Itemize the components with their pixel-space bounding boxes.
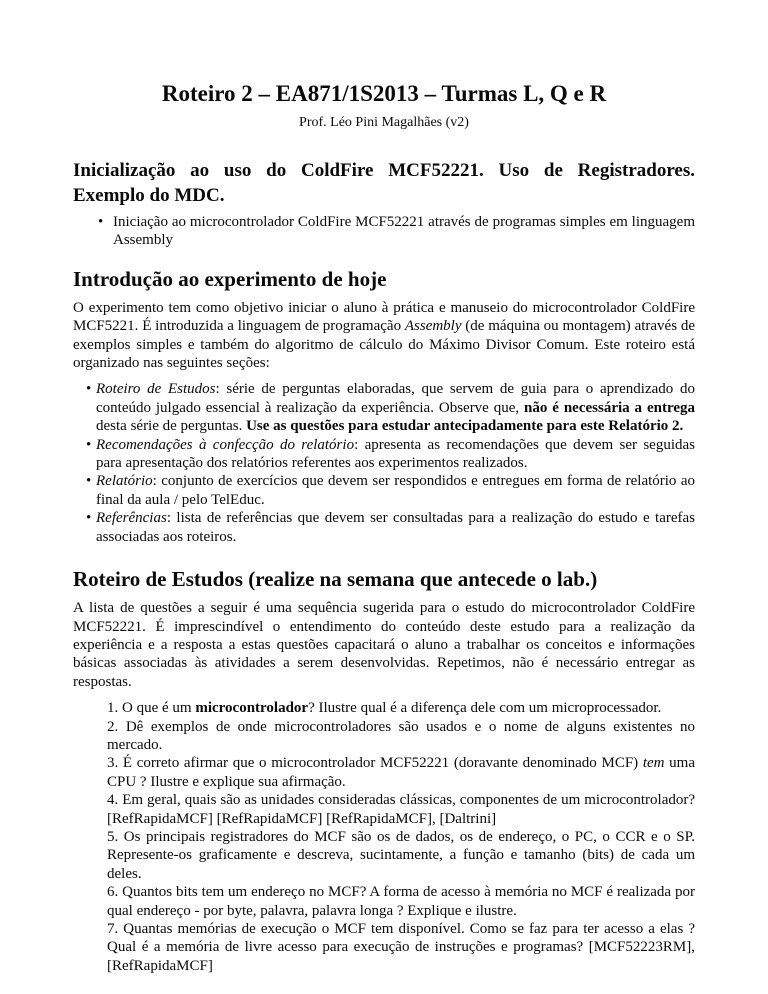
heading-line: Exemplo do MDC. (73, 185, 225, 206)
list-item-lead-italic: Recomendações à confecção do relatório (96, 436, 355, 453)
section-heading-roteiro-estudos: Roteiro de Estudos (realize na semana que antecede o lab.) (73, 567, 598, 592)
list-item-text: : lista de referências que devem ser consultadas para a realização do estudo e tarefas associadas aos roteiros. (96, 510, 695, 545)
question-item-6: 6. Quantos bits tem um endereço no MCF? A forma de acesso à memória no MCF é realizada por qual endereço - por byte, palavra, palavra longa ? Explique e ilustre. (107, 884, 695, 919)
roteiro-paragraph: A lista de questões a seguir é uma sequência sugerida para o estudo do microcontrolador ColdFire MCF52221. É imprescindível o entendimento do conteúdo deste estudo para a realização da experiência e a resposta a estas questões capacitará o aluno a trabalhar os conceitos e informações básicas associadas às atividades a serem desenvolvidas. Repetimos, não é necessário entregar as respostas. (73, 600, 695, 690)
question-text: 1. O que é um (107, 700, 196, 717)
question-text: ? Ilustre qual é a diferença dele com um microprocessador. (308, 700, 662, 717)
paragraph-text-italic: Assembly (404, 318, 462, 335)
list-item-text-bold: não é necessária a entrega (524, 399, 695, 416)
list-item-roteiro-de-estudos (73, 380, 695, 435)
introducao-paragraph (73, 299, 695, 373)
question-item-5: 5. Os principais registradores do MCF são os de dados, os de endereço, o PC, o CCR e o SP. Represente-os graficamente e descreva, sucintamente, a função e tamanho (bits) de cada um deles. (107, 828, 695, 882)
question-text-bold: microcontrolador (195, 700, 309, 717)
list-item-recomendacoes (73, 436, 695, 473)
question-item-3 (107, 754, 695, 791)
paragraph-text: (de máquina ou montagem) através de exemplos simples e também do algoritmo de cálculo do Máximo Divisor Comum. Este roteiro está organizado nas seguintes seções: (73, 318, 695, 372)
question-item-2: 2. Dê exemplos de onde microcontroladores são usados e o nome de alguns existentes no mercado. (107, 718, 695, 753)
question-text: 3. É correto afirmar que o microcontrolador MCF52221 (doravante denominado MCF) (107, 755, 643, 772)
list-item-text: : conjunto de exercícios que devem ser respondidos e entregues em forma de relatório ao final da aula / pelo TelEduc. (96, 473, 695, 508)
list-item-referencias (73, 509, 695, 546)
question-text: uma CPU ? Ilustre e explique sua afirmação. (107, 755, 696, 790)
list-item-lead-italic: Referências (96, 510, 167, 527)
list-item-text: : apresenta as recomendações que devem ser seguidas para apresentação dos relatórios referentes aos experimentos realizados. (96, 436, 696, 472)
document-subtitle: Prof. Léo Pini Magalhães (v2) (299, 115, 469, 130)
list-item-relatorio (73, 472, 695, 509)
inicializacao-bullet-list (73, 213, 695, 250)
document-title: Roteiro 2 – EA871/1S2013 – Turmas L, Q e R (161, 81, 607, 106)
secoes-bullet-list (73, 380, 695, 546)
list-item-lead-italic: Roteiro de Estudos (96, 381, 216, 398)
list-item-text: desta série de perguntas. (96, 418, 247, 435)
question-item-7: 7. Quantas memórias de execução o MCF tem disponível. Como se faz para ter acesso a elas ? Qual é a memória de livre acesso para execução de instruções e programas? [MCF52223RM], [RefRapidaMCF] (107, 921, 695, 974)
list-item-text-bold: Use as questões para estudar antecipadamente para este Relatório 2. (246, 418, 684, 435)
list-item-text: : série de perguntas elaboradas, que servem de guia para o aprendizado do conteúdo julgado essencial à realização da experiência. Observe que, (96, 381, 695, 416)
paragraph-text: O experimento tem como objetivo iniciar o aluno à prática e manuseio do microcontrolador ColdFire MCF5221. É introduzida a linguagem de programação (73, 299, 695, 335)
list-item-iniciacao (73, 213, 695, 250)
section-heading-inicializacao (73, 158, 695, 208)
question-item-4: 4. Em geral, quais são as unidades consideradas clássicas, componentes de um microcontrolador? [RefRapidaMCF] [RefRapidaMCF] [RefRapidaMCF], [Daltrini] (107, 792, 695, 827)
heading-line: Inicialização ao uso do ColdFire MCF52221. Uso de Registradores. (73, 160, 695, 181)
list-item-text: Iniciação ao microcontrolador ColdFire MCF52221 através de programas simples em linguagem Assembly (113, 214, 695, 249)
question-item-1 (107, 699, 695, 717)
list-item-lead-italic: Relatório (96, 473, 153, 490)
question-text-italic: tem (642, 755, 665, 772)
questions-list (107, 699, 695, 975)
section-heading-introducao: Introdução ao experimento de hoje (73, 266, 387, 291)
